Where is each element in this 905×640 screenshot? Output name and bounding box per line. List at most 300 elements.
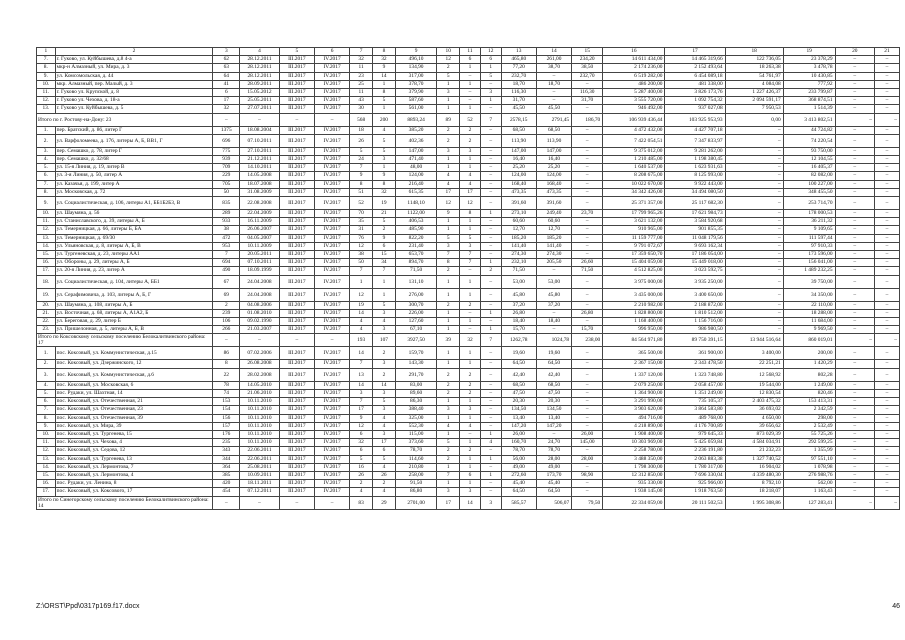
table-cell: 154	[213, 406, 240, 414]
table-cell: 3	[373, 430, 396, 438]
table-cell: 9.	[37, 72, 56, 80]
subtotal-cell: 238,00	[572, 334, 603, 347]
table-cell: 47,50	[536, 389, 571, 397]
address-cell: пер. Семашко, д. 78, литер Г	[55, 147, 213, 155]
table-cell: IV.2017	[314, 156, 349, 164]
table-cell: 7	[350, 164, 373, 172]
table-cell: 2	[437, 126, 460, 134]
table-cell: 16.11.2009	[240, 218, 279, 226]
table-cell: –	[874, 180, 899, 188]
table-cell: 1	[437, 218, 460, 226]
subtotal-cell: 14	[460, 496, 481, 509]
table-cell: 71,50	[501, 267, 536, 275]
table-cell: 3 903 620,00	[603, 406, 665, 414]
table-cell: 7	[437, 471, 460, 479]
table-cell: III.2017	[279, 398, 314, 406]
table-cell: 937 027,08	[665, 105, 725, 113]
table-cell: 11	[350, 89, 373, 97]
table-cell: 27.10.2011	[240, 147, 279, 155]
table-cell: –	[874, 381, 899, 389]
table-cell: 13.	[37, 455, 56, 463]
table-cell: 1	[460, 347, 481, 360]
table-cell: 3	[437, 147, 460, 155]
address-cell: ул. Социалистическая, д. 106, литеры А1, ББ1Б2Б3, В	[55, 197, 213, 210]
table-cell: 153	[213, 398, 240, 406]
table-cell: –	[874, 72, 899, 80]
table-cell: 365 500,00	[603, 347, 665, 360]
table-cell: 55 725,26	[783, 430, 835, 438]
table-cell: 3.	[37, 368, 56, 381]
table-cell: –	[874, 210, 899, 218]
table-cell: –	[835, 455, 874, 463]
table-cell: 9.	[37, 422, 56, 430]
table-cell: 45,40	[501, 480, 536, 488]
table-cell: –	[572, 414, 603, 422]
table-cell: 226,00	[395, 309, 436, 317]
table-cell: 12	[437, 56, 460, 64]
table-cell: 348 455,50	[783, 188, 835, 196]
table-cell: –	[725, 309, 783, 317]
table-cell: 1	[460, 480, 481, 488]
table-cell: –	[572, 368, 603, 381]
table-cell: 3	[460, 147, 481, 155]
table-cell: 18.08.2004	[240, 126, 279, 134]
table-cell: IV.2017	[314, 267, 349, 275]
table-cell: 1	[437, 480, 460, 488]
table-cell: 1	[460, 463, 481, 471]
subtotal-cell: –	[314, 334, 349, 347]
subtotal-cell: 1024,78	[536, 334, 571, 347]
table-cell: 272,60	[501, 471, 536, 479]
subtotal-cell: –	[279, 113, 314, 126]
table-cell: –	[572, 188, 603, 196]
table-cell: –	[572, 480, 603, 488]
table-cell: 21	[373, 210, 396, 218]
table-cell: 78,70	[536, 447, 571, 455]
table-cell: –	[874, 218, 899, 226]
table-cell: –	[480, 480, 501, 488]
table-cell: 86,80	[395, 488, 436, 496]
table-cell: 27.07.2011	[240, 105, 279, 113]
table-cell: 1	[437, 105, 460, 113]
table-cell: 298,00	[783, 414, 835, 422]
column-number-cell: 9	[395, 48, 436, 56]
table-cell: 89,60	[395, 389, 436, 397]
table-cell: 34	[373, 259, 396, 267]
table-cell: IV.2017	[314, 389, 349, 397]
table-cell: –	[725, 301, 783, 309]
table-cell: 21.06.2010	[240, 389, 279, 397]
table-cell: 14.	[37, 463, 56, 471]
subtotal-cell: –	[835, 496, 874, 509]
address-cell: пос. Коксовый, ул. Лермонтова, 4	[55, 471, 213, 479]
table-cell: 274,30	[536, 251, 571, 259]
table-cell: 78,70	[501, 447, 536, 455]
table-cell: 9 922 443,00	[665, 180, 725, 188]
table-cell: 1 156 716,00	[665, 318, 725, 326]
table-cell: 13.	[37, 234, 56, 242]
table-cell: 3 400 650,00	[665, 288, 725, 301]
table-cell: 22.	[37, 318, 56, 326]
table-row	[37, 301, 900, 309]
table-cell: III.2017	[279, 147, 314, 155]
table-row	[37, 422, 900, 430]
table-cell: 391,60	[501, 197, 536, 210]
table-cell: 5	[437, 72, 460, 80]
table-cell: –	[874, 463, 899, 471]
table-cell: 3 435 000,00	[603, 288, 665, 301]
address-cell: ул. Пришелонная, д. 5, литеры А, Б, В	[55, 326, 213, 334]
table-cell: 1	[480, 309, 501, 317]
table-cell: –	[835, 134, 874, 147]
table-cell: IV.2017	[314, 414, 349, 422]
table-cell: 9 969,50	[783, 326, 835, 334]
table-cell: 1	[460, 398, 481, 406]
table-cell: 9.	[37, 197, 56, 210]
table-cell: 615,35	[395, 188, 436, 196]
subtotal-cell: 506,07	[536, 496, 571, 509]
table-cell: 3	[437, 242, 460, 250]
table-cell: –	[480, 360, 501, 368]
table-cell: 60,60	[501, 218, 536, 226]
table-cell: 2	[460, 368, 481, 381]
table-cell: 2	[460, 389, 481, 397]
table-cell: –	[835, 210, 874, 218]
table-cell: 22 110,00	[783, 301, 835, 309]
table-cell: 97 910,33	[783, 242, 835, 250]
table-cell: 39 750,00	[783, 275, 835, 288]
table-cell: 17	[460, 188, 481, 196]
table-cell: III.2017	[279, 381, 314, 389]
table-cell: IV.2017	[314, 326, 349, 334]
table-cell: –	[874, 275, 899, 288]
table-cell: –	[835, 105, 874, 113]
table-cell: 3	[373, 360, 396, 368]
table-cell: 13.	[37, 105, 56, 113]
table-cell: 25 371 357,00	[603, 197, 665, 210]
table-cell: 3 826 173,76	[665, 89, 725, 97]
document-path: Z:\ORST\Ppd\0317p169.f17.docx	[36, 603, 140, 610]
table-cell: –	[572, 164, 603, 172]
table-cell: 2 532,49	[783, 422, 835, 430]
table-cell: 28.02.2008	[240, 368, 279, 381]
table-cell: 106	[213, 318, 240, 326]
table-cell: 6	[350, 447, 373, 455]
subtotal-cell: 2578,15	[501, 113, 536, 126]
table-cell: 45,40	[536, 480, 571, 488]
table-cell: 26	[350, 471, 373, 479]
table-cell: –	[572, 234, 603, 242]
table-cell: –	[460, 97, 481, 105]
table-cell: –	[835, 463, 874, 471]
table-cell: –	[572, 347, 603, 360]
table-row	[37, 126, 900, 134]
table-cell: –	[480, 147, 501, 155]
table-cell: –	[460, 267, 481, 275]
table-cell: 1	[460, 226, 481, 234]
table-cell: 249,40	[536, 210, 571, 218]
table-cell: 124,00	[501, 172, 536, 180]
table-cell: 168,40	[501, 180, 536, 188]
table-cell: –	[572, 134, 603, 147]
table-cell: 28,00	[572, 455, 603, 463]
table-cell: 258,00	[395, 471, 436, 479]
table-cell: 694	[213, 259, 240, 267]
table-cell: –	[874, 134, 899, 147]
table-cell: 10.09.2011	[240, 471, 279, 479]
table-cell: 4	[437, 180, 460, 188]
table-cell: 50	[213, 188, 240, 196]
table-cell: –	[874, 89, 899, 97]
table-cell: 147,20	[501, 422, 536, 430]
table-cell: IV.2017	[314, 360, 349, 368]
table-cell: III.2017	[279, 56, 314, 64]
table-cell: 26.06.2007	[240, 226, 279, 234]
table-row	[37, 480, 900, 488]
table-cell: 8.	[37, 414, 56, 422]
table-cell: III.2017	[279, 218, 314, 226]
table-cell: 64,50	[501, 488, 536, 496]
table-cell: 5 287 400,00	[603, 89, 665, 97]
subtotal-label: Итого по г. Ростову-на-Дону: 23	[37, 113, 213, 126]
table-cell: 10.11.2010	[240, 439, 279, 447]
address-cell: ул. Темерницкая, д. 69/30	[55, 234, 213, 242]
table-cell: 22.06.2011	[240, 447, 279, 455]
column-number-cell: 11	[460, 48, 481, 56]
subtotal-cell: –	[240, 496, 279, 509]
table-cell: 4	[373, 463, 396, 471]
subtotal-cell: 200	[373, 113, 396, 126]
address-cell: ул. Станиславского, д. 39, литеры А, Б	[55, 218, 213, 226]
table-cell: 2 058 457,00	[665, 381, 725, 389]
table-cell: 2 152 493,64	[665, 64, 725, 72]
table-cell: –	[874, 414, 899, 422]
table-cell: 9 791 072,67	[603, 242, 665, 250]
table-cell: –	[835, 326, 874, 334]
table-cell: 9 281 262,00	[665, 147, 725, 155]
subtotal-cell: 20 111 502,53	[665, 496, 725, 509]
table-row	[37, 242, 900, 250]
table-cell: 490	[213, 267, 240, 275]
table-cell: 472	[213, 234, 240, 242]
table-row	[37, 318, 900, 326]
table-cell: 1	[437, 275, 460, 288]
address-cell: пер. Братский, д. 86, литер Г	[55, 126, 213, 134]
table-cell: 32	[373, 56, 396, 64]
table-cell: 1375	[213, 126, 240, 134]
table-row	[37, 234, 900, 242]
address-cell: пос. Коксовый, ул. Седова, 12	[55, 447, 213, 455]
table-cell: –	[874, 226, 899, 234]
table-cell: 11 159 777,00	[603, 234, 665, 242]
table-cell: 7	[350, 398, 373, 406]
table-cell: 14.	[37, 242, 56, 250]
table-cell: 53,00	[536, 275, 571, 288]
table-cell: 19 544,00	[725, 381, 783, 389]
address-cell: ул. Береговая, д. 29, литер Б	[55, 318, 213, 326]
table-cell: 910 965,00	[603, 226, 665, 234]
subtotal-label: Итого по Коксовскому сельскому поселению Белокалитвинского района: 17	[37, 334, 213, 347]
address-cell: пер. Семашко, д. 32/68	[55, 156, 213, 164]
table-cell: 496,10	[395, 56, 436, 64]
table-cell: 1 168 400,00	[603, 318, 665, 326]
table-cell: 124,00	[395, 172, 436, 180]
table-cell: 145,00	[572, 439, 603, 447]
table-cell: –	[874, 156, 899, 164]
table-cell: 2 236 191,80	[665, 447, 725, 455]
subtotal-cell: 13 944 516,64	[725, 334, 783, 347]
table-cell: 2 343 478,50	[665, 360, 725, 368]
table-cell: –	[835, 471, 874, 479]
table-cell: 2	[437, 368, 460, 381]
column-number-cell: 19	[783, 48, 835, 56]
table-row	[37, 309, 900, 317]
table-cell: –	[835, 56, 874, 64]
table-cell: –	[572, 318, 603, 326]
column-number-cell: 20	[835, 48, 874, 56]
table-cell: 8.	[37, 64, 56, 72]
table-cell: 26.08.2008	[240, 360, 279, 368]
table-cell: –	[835, 389, 874, 397]
address-cell: мкр. Алмазный, пер. Малый, д. 3	[55, 80, 213, 88]
table-cell: 30	[350, 105, 373, 113]
table-cell: –	[835, 301, 874, 309]
table-cell: 97 551,10	[783, 455, 835, 463]
table-cell: 3 621 132,00	[603, 218, 665, 226]
table-cell: 32	[213, 105, 240, 113]
table-cell: 113,90	[501, 134, 536, 147]
table-cell: 74	[213, 389, 240, 397]
table-cell: 10.11.2009	[240, 242, 279, 250]
table-cell: 16.	[37, 480, 56, 488]
table-cell: –	[874, 398, 899, 406]
table-cell: –	[835, 309, 874, 317]
table-cell: 17 359 650,70	[603, 251, 665, 259]
table-cell: 925 966,00	[665, 480, 725, 488]
table-cell: 11.	[37, 439, 56, 447]
subtotal-cell: –	[835, 334, 874, 347]
subtotal-cell: 0,00	[725, 113, 783, 126]
table-cell: 173 596,00	[783, 251, 835, 259]
table-cell: –	[480, 180, 501, 188]
table-cell: 24.04.2008	[240, 275, 279, 288]
table-cell: 63	[213, 64, 240, 72]
table-cell: 2 403 475,32	[725, 398, 783, 406]
table-cell: 364	[213, 463, 240, 471]
table-cell: 3 975 000,00	[603, 275, 665, 288]
table-cell: IV.2017	[314, 188, 349, 196]
table-row	[37, 180, 900, 188]
table-cell: 1.	[37, 347, 56, 360]
table-row	[37, 259, 900, 267]
table-cell: –	[480, 164, 501, 172]
subtotal-cell: –	[213, 496, 240, 509]
subtotal-cell: –	[240, 334, 279, 347]
table-cell: 1	[460, 318, 481, 326]
table-cell: –	[835, 164, 874, 172]
table-cell: IV.2017	[314, 172, 349, 180]
table-cell: 21 232,23	[725, 447, 783, 455]
table-cell: –	[480, 368, 501, 381]
table-cell: 68,50	[536, 381, 571, 389]
table-cell: 5	[373, 398, 396, 406]
table-cell: 232,10	[501, 259, 536, 267]
table-cell: 134,50	[501, 406, 536, 414]
table-cell: 3 864 583,80	[665, 406, 725, 414]
table-cell: –	[536, 326, 571, 334]
table-cell: –	[874, 267, 899, 275]
table-cell: –	[480, 156, 501, 164]
table-cell: 13,40	[536, 414, 571, 422]
table-cell: 14.05.2010	[240, 381, 279, 389]
subtotal-cell: –	[835, 113, 874, 126]
table-cell: 2.	[37, 134, 56, 147]
table-cell: 8	[213, 360, 240, 368]
table-cell: III.2017	[279, 72, 314, 80]
table-cell: 1	[437, 360, 460, 368]
subtotal-cell: 568	[350, 113, 373, 126]
table-cell: 735 105,37	[665, 398, 725, 406]
table-cell: 9 109,65	[783, 226, 835, 234]
table-cell: –	[874, 126, 899, 134]
table-cell: 2	[480, 267, 501, 275]
table-cell: 210,80	[395, 463, 436, 471]
table-cell: IV.2017	[314, 368, 349, 381]
table-cell: 31	[350, 226, 373, 234]
address-cell: ул. Варфоломеева, д. 176, литеры А, Б, ВВ1, Г	[55, 134, 213, 147]
table-cell: 454	[213, 488, 240, 496]
table-row	[37, 188, 900, 196]
table-cell: 22.06.2011	[240, 455, 279, 463]
table-cell: –	[460, 326, 481, 334]
subtotal-cell: 83	[350, 496, 373, 509]
table-cell: 10.11.2010	[240, 414, 279, 422]
table-cell: IV.2017	[314, 97, 349, 105]
table-cell: 38,50	[572, 64, 603, 72]
subtotal-cell: 3 413 802,51	[783, 113, 835, 126]
table-cell: 1 420,29	[783, 360, 835, 368]
table-cell: 12	[350, 422, 373, 430]
table-cell: 234,20	[572, 56, 603, 64]
table-cell: –	[835, 368, 874, 381]
table-cell: 114,60	[395, 455, 436, 463]
table-cell: 1	[437, 398, 460, 406]
column-number-cell: 16	[603, 48, 665, 56]
subtotal-cell: 22 334 059,00	[603, 496, 665, 509]
table-cell: 820,46	[783, 389, 835, 397]
table-cell: IV.2017	[314, 72, 349, 80]
table-cell: –	[572, 288, 603, 301]
table-cell: 8 125 993,00	[665, 172, 725, 180]
table-cell: 22.08.2008	[240, 197, 279, 210]
table-cell: 1	[460, 455, 481, 463]
table-cell: –	[874, 172, 899, 180]
table-cell: –	[874, 455, 899, 463]
address-cell: пос. Рудаки, ул. Ленина, 8	[55, 480, 213, 488]
table-cell: 5.	[37, 389, 56, 397]
subtotal-cell: 52	[460, 113, 481, 126]
table-cell: III.2017	[279, 197, 314, 210]
table-cell: 7	[373, 267, 396, 275]
table-cell: 253 714,70	[783, 197, 835, 210]
table-cell: –	[572, 126, 603, 134]
table-cell: 1 323 748,80	[665, 368, 725, 381]
table-cell: 1	[480, 430, 501, 438]
table-cell: IV.2017	[314, 80, 349, 88]
table-cell: –	[480, 406, 501, 414]
table-cell: III.2017	[279, 180, 314, 188]
table-cell: 1 828 800,00	[603, 309, 665, 317]
